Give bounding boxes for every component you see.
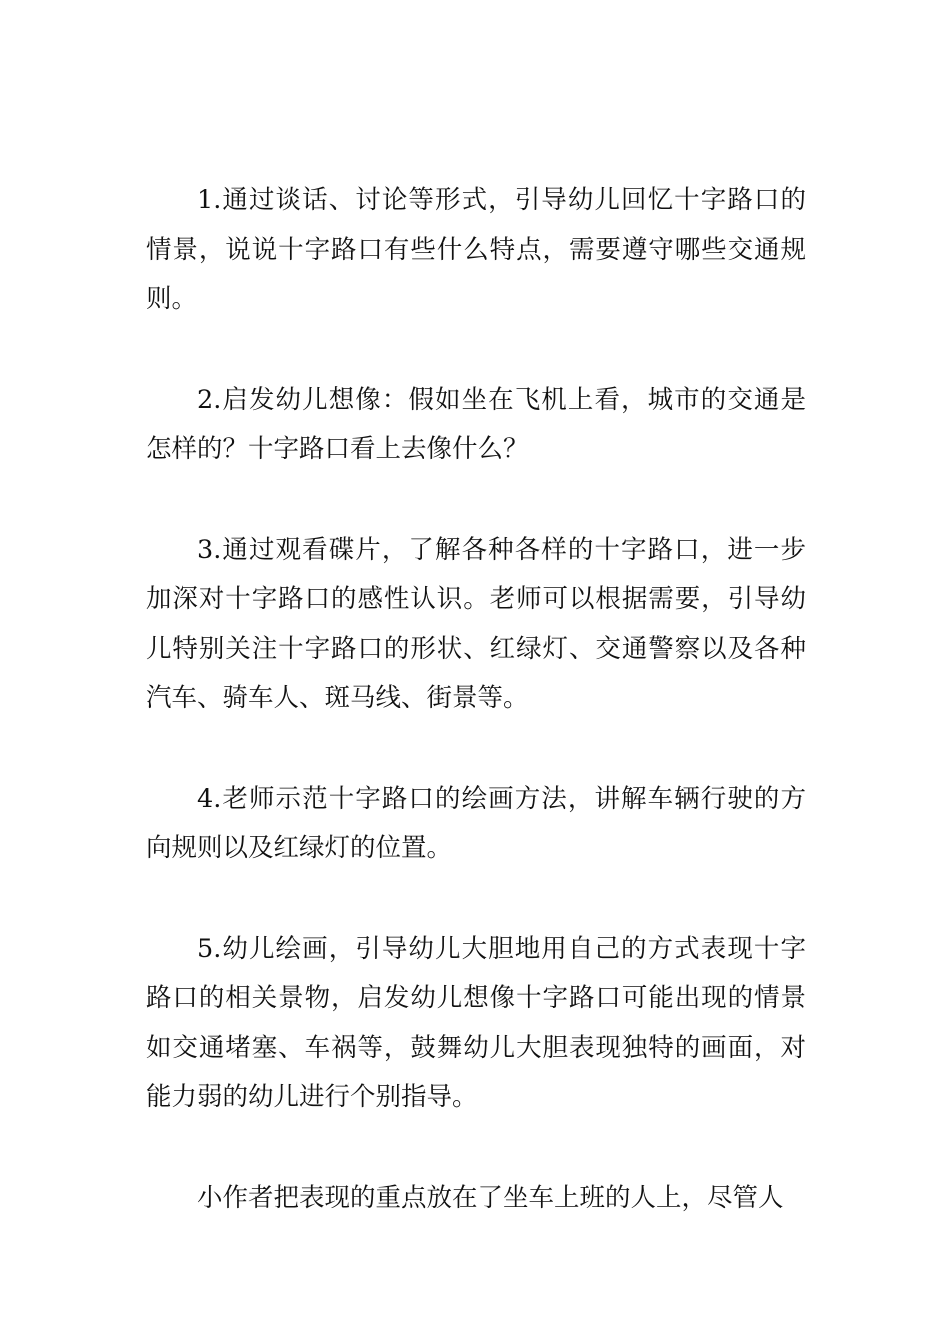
- paragraph-commentary: 小作者把表现的重点放在了坐车上班的人上，尽管人: [197, 1182, 784, 1213]
- paragraph-step-2: 2.启发幼儿想像：假如坐在飞机上看，城市的交通是怎样的？十字路口看上去像什么？: [146, 384, 806, 464]
- document-page: [146, 176, 806, 1223]
- paragraph-step-5: 5.幼儿绘画，引导幼儿大胆地用自己的方式表现十字路口的相关景物，启发幼儿想像十字路口可能出现的情景如交通堵塞、车祸等，鼓舞幼儿大胆表现独特的画面，对能力弱的幼儿进行个别指导。: [146, 933, 806, 1112]
- paragraph-step-1: 1.通过谈话、讨论等形式，引导幼儿回忆十字路口的情景，说说十字路口有些什么特点，需要遵守哪些交通规则。: [146, 185, 806, 314]
- paragraph-step-4: 4.老师示范十字路口的绘画方法，讲解车辆行驶的方向规则以及红绿灯的位置。: [146, 783, 806, 863]
- paragraph-step-3: 3.通过观看碟片，了解各种各样的十字路口，进一步加深对十字路口的感性认识。老师可以根据需要，引导幼儿特别关注十字路口的形状、红绿灯、交通警察以及各种汽车、骑车人、斑马线、街景等。: [146, 534, 806, 713]
